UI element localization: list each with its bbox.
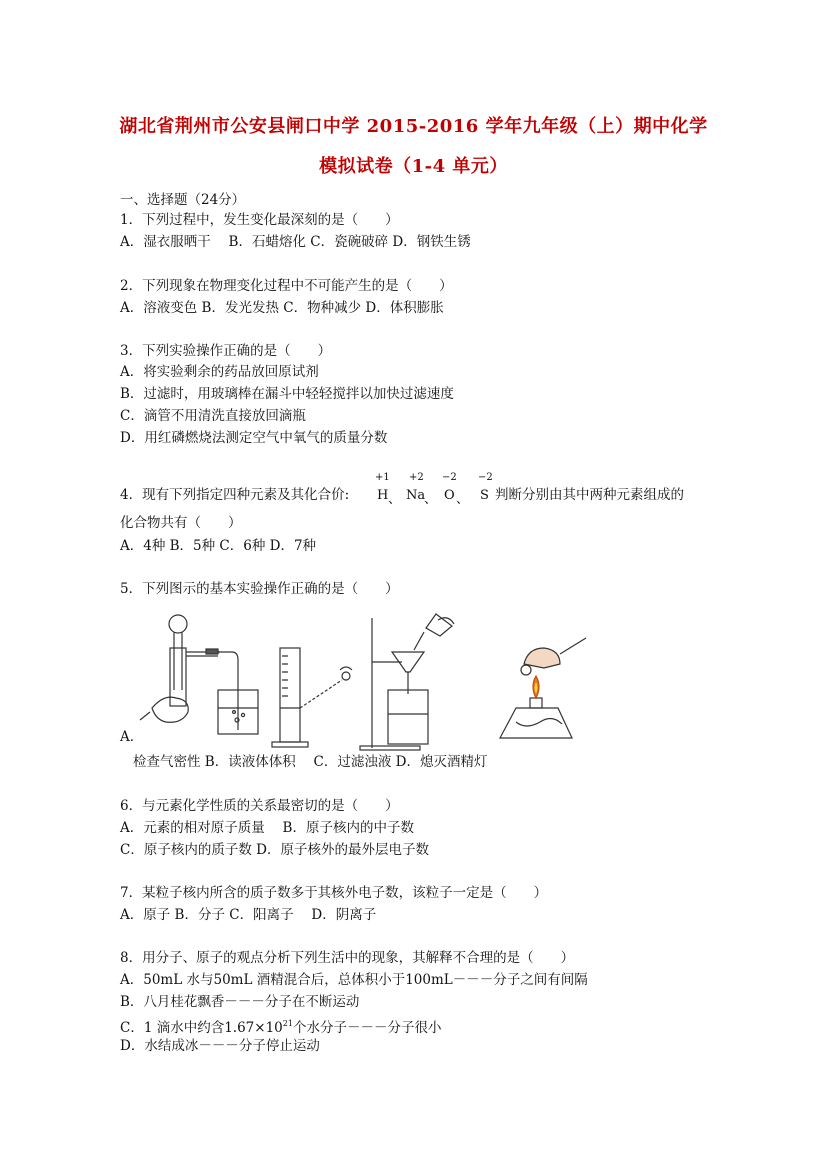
question-2-options: A．溶液变色 B．发光发热 C．物种减少 D．体积膨胀 — [120, 300, 444, 316]
alcohol-lamp-figure — [500, 638, 586, 738]
question-6-options-2: C．原子核内的质子数 D．原子核外的最外层电子数 — [120, 842, 429, 858]
question-1-stem: 1．下列过程中，发生变化最深刻的是（ ） — [120, 212, 399, 228]
question-3-option-a: A．将实验剩余的药品放回原试剂 — [120, 364, 319, 380]
question-3-option-b: B．过滤时，用玻璃棒在漏斗中轻轻搅拌以加快过滤速度 — [120, 386, 454, 402]
experiment-figures — [120, 608, 600, 758]
question-4-options: A．4种 B．5种 C．6种 D．7种 — [120, 538, 317, 554]
question-7-stem: 7．某粒子核内所含的质子数多于其核外电子数，该粒子一定是（ ） — [120, 885, 548, 901]
question-3-stem: 3．下列实验操作正确的是（ ） — [120, 343, 332, 359]
question-2-stem: 2．下列现象在物理变化过程中不可能产生的是（ ） — [120, 278, 453, 294]
question-5-option-a-mark: A． — [120, 729, 144, 745]
question-8-stem: 8．用分子、原子的观点分析下列生活中的现象，其解释不合理的是（ ） — [120, 950, 575, 966]
question-4-stem: 4．现有下列指定四种元素及其化合价: — [120, 487, 350, 503]
filtration-figure — [360, 614, 454, 750]
read-cylinder-figure — [272, 648, 352, 747]
exam-page: 湖北省荆州市公安县闸口中学 2015-2016 学年九年级（上）期中化学 模拟试卷（1-4 单元） 一、选择题（24分） 1．下列过程中，发生变化最深刻的是（ ） A．湿衣服晒干 B．石蜡熔化 C．瓷碗破碎 D．钢铁生锈 2．下列现象在物理变化过程中不可能产生的是（ ） A．溶液变色 B．发光发热 C．物种减少 D．体积膨胀 3．下列实验操作正确的是（ ） A．将实验剩余的药品放回原试剂 B．过滤时，用玻璃棒在漏斗中轻轻搅拌以加快过滤速度 C．滴管不用清洗直接放回滴瓶 D．用红磷燃烧法测定空气中氧气的质量分数 4．现有下列指定四种元素及其化合价: +1 H 、 +2 Na 、 −2 O 、 −2 S 判断分别由其中两种元素组成的 化合物共有（ ） A．4种 B．5种 C．6种 D．7种 5．下列图示的基本实验操作正确的是（ ） A． 检查气密性 B．读液体体积 C．过滤浊液 D．熄灭酒精灯 6．与元素化学性质的关系最密切的是（ ） A．元素的相对原子质量 B．原子核内的中子数 C．原子核内的质子数 D．原子核外的最外层电子数 7．某粒子核内所含的质子数多于其核外电子数，该粒子一定是（ ） A．原子 B．分子 C．阳离子 D．阴离子 8．用分子、原子的观点分析下列生活中的现象，其解释不合理的是（ ） A．50mL 水与50mL 酒精混合后，总体积小于100mL－－－分子之间有间隔 B．八月桂花飘香－－－分子在不断运动 C．1 滴水中约含$1.67\times 10^{21}$个水分子－－－分子很小 D．水结成冰－－－分子停止运动 — [0, 0, 827, 1170]
question-8-option-d: D．水结成冰－－－分子停止运动 — [120, 1038, 320, 1054]
question-6-options-1: A．元素的相对原子质量 B．原子核内的中子数 — [120, 820, 414, 836]
question-3-option-c: C．滴管不用清洗直接放回滴瓶 — [120, 408, 306, 424]
page-title: 湖北省荆州市公安县闸口中学 2015-2016 学年九年级（上）期中化学 — [119, 116, 708, 137]
question-4-stem-cont: 判断分别由其中两种元素组成的 — [495, 487, 684, 503]
question-8-option-a: A．50mL 水与50mL 酒精混合后，总体积小于100mL－－－分子之间有间隔 — [120, 972, 588, 988]
question-6-stem: 6．与元素化学性质的关系最密切的是（ ） — [120, 798, 399, 814]
question-5-stem: 5．下列图示的基本实验操作正确的是（ ） — [120, 581, 399, 597]
question-3-option-d: D．用红磷燃烧法测定空气中氧气的质量分数 — [120, 430, 388, 446]
section-heading: 一、选择题（24分） — [120, 192, 246, 208]
airtightness-check-figure — [140, 615, 258, 734]
page-subtitle: 模拟试卷（1-4 单元） — [319, 156, 508, 177]
question-8-option-b: B．八月桂花飘香－－－分子在不断运动 — [120, 994, 360, 1010]
question-7-options: A．原子 B．分子 C．阳离子 D．阴离子 — [120, 907, 377, 923]
question-8-option-c: C．1 滴水中约含$1.67\times 10^{21}$个水分子－－－分子很小 — [120, 1019, 442, 1036]
question-4-stem-line2: 化合物共有（ ） — [120, 515, 242, 531]
question-1-options: A．湿衣服晒干 B．石蜡熔化 C．瓷碗破碎 D．钢铁生锈 — [120, 234, 471, 250]
question-5-options: 检查气密性 B．读液体体积 C．过滤浊液 D．熄灭酒精灯 — [133, 754, 488, 770]
